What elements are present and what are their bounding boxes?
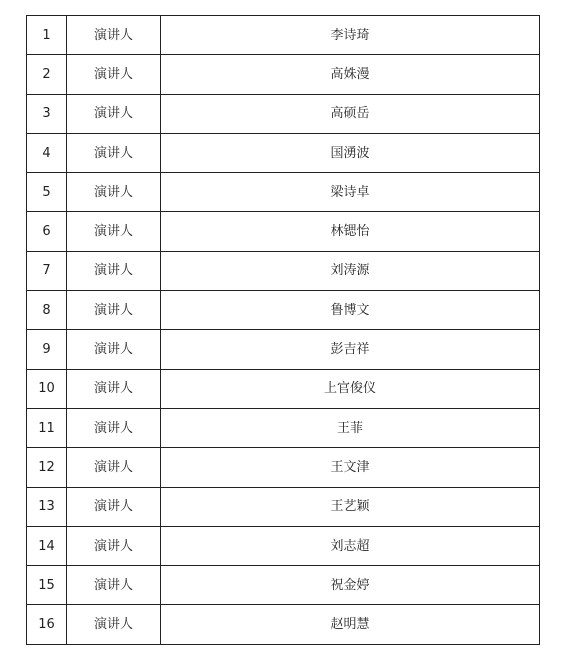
row-number-cell: 11 xyxy=(27,408,67,447)
speaker-table xyxy=(26,15,540,645)
role-cell: 演讲人 xyxy=(67,173,161,212)
row-number-cell: 2 xyxy=(27,55,67,94)
role-cell: 演讲人 xyxy=(67,251,161,290)
speaker-name-cell: 王艺颖 xyxy=(161,487,540,526)
role-cell: 演讲人 xyxy=(67,291,161,330)
role-cell: 演讲人 xyxy=(67,369,161,408)
role-cell: 演讲人 xyxy=(67,94,161,133)
table-row xyxy=(27,408,540,447)
role-cell: 演讲人 xyxy=(67,55,161,94)
speaker-name-cell: 王菲 xyxy=(161,408,540,447)
table-row xyxy=(27,16,540,55)
role-cell: 演讲人 xyxy=(67,330,161,369)
table-row xyxy=(27,291,540,330)
row-number-cell: 10 xyxy=(27,369,67,408)
row-number-cell: 5 xyxy=(27,173,67,212)
row-number-cell: 13 xyxy=(27,487,67,526)
table-row xyxy=(27,369,540,408)
speaker-name-cell: 李诗琦 xyxy=(161,16,540,55)
row-number-cell: 8 xyxy=(27,291,67,330)
speaker-name-cell: 刘志超 xyxy=(161,526,540,565)
speaker-name-cell: 高姝漫 xyxy=(161,55,540,94)
speaker-name-cell: 祝金婷 xyxy=(161,566,540,605)
role-cell: 演讲人 xyxy=(67,487,161,526)
table-row xyxy=(27,173,540,212)
speaker-name-cell: 彭吉祥 xyxy=(161,330,540,369)
table-row xyxy=(27,55,540,94)
row-number-cell: 9 xyxy=(27,330,67,369)
speaker-name-cell: 梁诗卓 xyxy=(161,173,540,212)
speaker-name-cell: 上官俊仪 xyxy=(161,369,540,408)
row-number-cell: 3 xyxy=(27,94,67,133)
speaker-name-cell: 高硕岳 xyxy=(161,94,540,133)
table-row xyxy=(27,605,540,644)
table-row xyxy=(27,133,540,172)
table-row xyxy=(27,330,540,369)
row-number-cell: 12 xyxy=(27,448,67,487)
table-row xyxy=(27,251,540,290)
row-number-cell: 15 xyxy=(27,566,67,605)
row-number-cell: 14 xyxy=(27,526,67,565)
role-cell: 演讲人 xyxy=(67,448,161,487)
role-cell: 演讲人 xyxy=(67,605,161,644)
speaker-name-cell: 刘涛源 xyxy=(161,251,540,290)
row-number-cell: 1 xyxy=(27,16,67,55)
speaker-list-document xyxy=(26,15,539,645)
speaker-name-cell: 鲁博文 xyxy=(161,291,540,330)
row-number-cell: 16 xyxy=(27,605,67,644)
speaker-table-body xyxy=(27,16,540,645)
role-cell: 演讲人 xyxy=(67,408,161,447)
table-row xyxy=(27,212,540,251)
role-cell: 演讲人 xyxy=(67,133,161,172)
row-number-cell: 4 xyxy=(27,133,67,172)
table-row xyxy=(27,526,540,565)
speaker-name-cell: 林锶怡 xyxy=(161,212,540,251)
role-cell: 演讲人 xyxy=(67,526,161,565)
table-row xyxy=(27,448,540,487)
table-row xyxy=(27,94,540,133)
row-number-cell: 6 xyxy=(27,212,67,251)
speaker-name-cell: 赵明慧 xyxy=(161,605,540,644)
role-cell: 演讲人 xyxy=(67,566,161,605)
table-row xyxy=(27,487,540,526)
speaker-name-cell: 王文津 xyxy=(161,448,540,487)
table-row xyxy=(27,566,540,605)
row-number-cell: 7 xyxy=(27,251,67,290)
role-cell: 演讲人 xyxy=(67,16,161,55)
speaker-name-cell: 国湧波 xyxy=(161,133,540,172)
role-cell: 演讲人 xyxy=(67,212,161,251)
